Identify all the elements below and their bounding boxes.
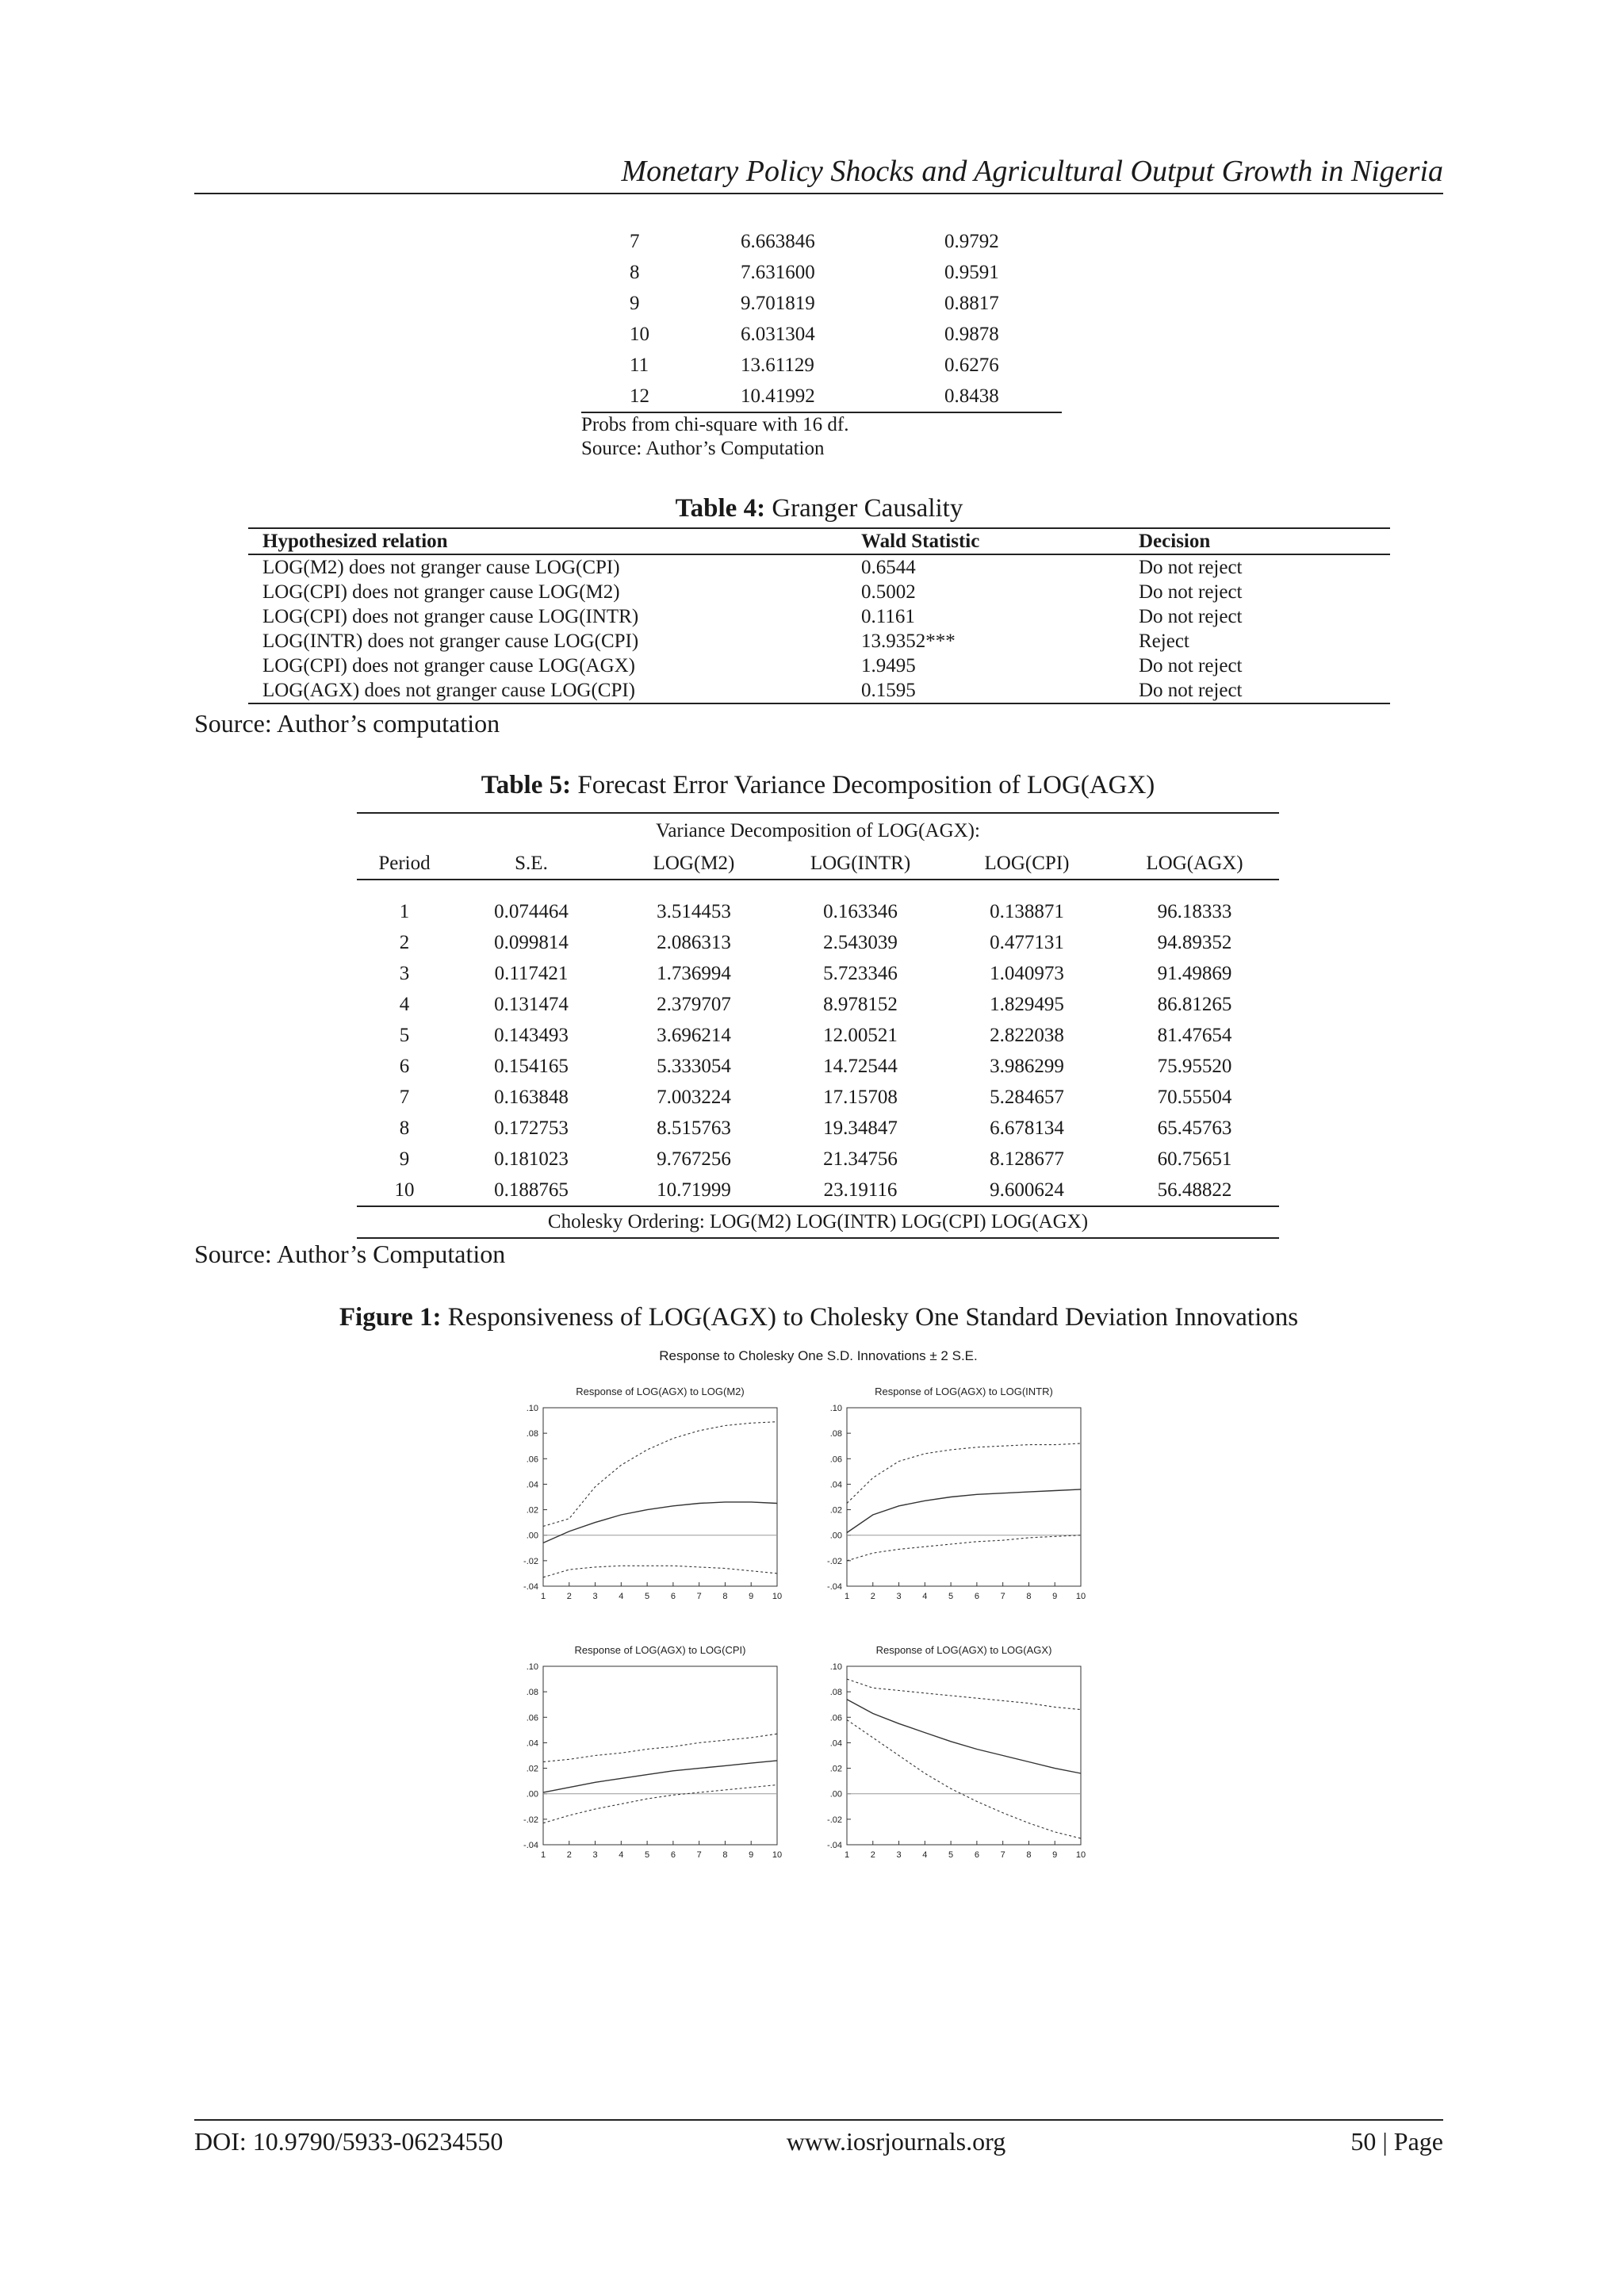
panel-title: Response of LOG(AGX) to LOG(AGX) <box>875 1644 1052 1656</box>
x-tick-label: 2 <box>566 1850 572 1860</box>
x-tick-label: 4 <box>619 1850 624 1860</box>
table-cell: 1.736994 <box>657 962 731 984</box>
table-cell: 2 <box>399 931 410 953</box>
y-tick-label: -.04 <box>523 1841 538 1850</box>
x-tick-label: 2 <box>566 1592 572 1601</box>
y-tick-label: .04 <box>829 1738 842 1749</box>
table-cell: 0.1161 <box>861 606 915 627</box>
column-header: LOG(AGX) <box>1110 849 1279 880</box>
irf-panel-agx <box>803 1636 1097 1870</box>
table-cell: 56.48822 <box>1110 1175 1279 1206</box>
x-tick-label: 3 <box>592 1850 598 1860</box>
y-tick-label: -.02 <box>827 1556 842 1566</box>
confidence-band-line <box>847 1535 1081 1561</box>
x-tick-label: 5 <box>948 1592 954 1601</box>
table-cell: 10.41992 <box>741 385 815 407</box>
x-tick-label: 4 <box>619 1592 624 1601</box>
y-tick-label: .00 <box>526 1789 538 1800</box>
table3-continued <box>587 226 1063 412</box>
table-cell: Do not reject <box>1139 581 1243 603</box>
x-tick-label: 8 <box>722 1592 728 1601</box>
table-cell: 91.49869 <box>1157 962 1232 984</box>
table3-note: Probs from chi-square with 16 df. <box>581 414 849 435</box>
irf-panel-intr <box>803 1378 1097 1612</box>
granger-causality-table <box>248 527 1390 704</box>
y-tick-label: -.04 <box>827 1841 842 1850</box>
y-tick-label: .08 <box>829 1429 842 1439</box>
table-cell: 10.71999 <box>611 1175 777 1206</box>
table-cell: 8.128677 <box>990 1148 1064 1170</box>
spacer-row <box>357 880 1279 896</box>
plot-frame <box>847 1408 1081 1586</box>
table-cell: 0.5002 <box>861 581 916 603</box>
figure-overall-title: Response to Cholesky One S.D. Innovations ± 2 S.E. <box>659 1348 978 1363</box>
table-cell: 8 <box>630 261 640 283</box>
x-tick-label: 10 <box>772 1850 783 1860</box>
table-cell: 1 <box>399 900 410 922</box>
table-cell: 75.95520 <box>1157 1055 1232 1077</box>
table-row <box>357 989 1279 1020</box>
table-cell: 86.81265 <box>1157 993 1232 1015</box>
table-cell: 0.8817 <box>944 292 999 314</box>
table-footer: Cholesky Ordering: LOG(M2) LOG(INTR) LOG(CPI) LOG(AGX) <box>357 1206 1279 1238</box>
table-row <box>357 1020 1279 1051</box>
table-cell: Do not reject <box>1139 557 1243 578</box>
table-row <box>357 1144 1279 1175</box>
table-cell: 0.117421 <box>494 962 569 984</box>
table4-label: Table 4: <box>675 494 766 523</box>
irf-chart-agx <box>803 1636 1097 1866</box>
table-cell: LOG(CPI) does not granger cause LOG(AGX) <box>262 655 636 677</box>
table-row <box>248 678 1390 703</box>
response-line <box>847 1700 1081 1773</box>
confidence-band-line <box>543 1566 777 1577</box>
table-row <box>248 554 1390 580</box>
y-tick-label: .02 <box>829 1764 842 1774</box>
y-tick-label: .02 <box>526 1505 538 1516</box>
table-row <box>248 629 1390 654</box>
table-cell: 10 <box>357 1175 452 1206</box>
x-tick-label: 8 <box>722 1850 728 1860</box>
table-cell: 8.978152 <box>823 993 898 1015</box>
plot-frame <box>543 1666 777 1845</box>
y-tick-label: -.04 <box>827 1582 842 1592</box>
table-cell: 0.9792 <box>944 230 999 252</box>
table-cell: 12 <box>630 385 649 407</box>
x-tick-label: 2 <box>870 1850 875 1860</box>
table-cell: 0.074464 <box>494 900 569 922</box>
x-tick-label: 9 <box>1052 1592 1058 1601</box>
table-row <box>357 1113 1279 1144</box>
table-cell: 3.514453 <box>657 900 731 922</box>
table-cell: 3 <box>399 962 410 984</box>
table-cell: 9 <box>399 1148 410 1170</box>
table-cell: LOG(INTR) does not granger cause LOG(CPI) <box>262 631 639 652</box>
table5-label: Table 5: <box>481 771 572 799</box>
y-tick-label: -.02 <box>827 1815 842 1825</box>
x-tick-label: 10 <box>1075 1592 1086 1601</box>
confidence-band-line <box>543 1785 777 1823</box>
x-tick-label: 9 <box>1052 1850 1058 1860</box>
table3-source: Source: Author’s Computation <box>581 438 825 459</box>
irf-chart-intr <box>803 1378 1097 1608</box>
y-tick-label: .02 <box>829 1505 842 1516</box>
confidence-band-line <box>847 1443 1081 1504</box>
x-tick-label: 6 <box>974 1850 979 1860</box>
y-tick-label: .06 <box>829 1713 842 1723</box>
x-tick-label: 6 <box>974 1592 979 1601</box>
table-row <box>357 958 1279 989</box>
response-line <box>543 1502 777 1543</box>
table-cell: 81.47654 <box>1157 1024 1232 1046</box>
table-cell: 6 <box>399 1055 410 1077</box>
panel-title: Response of LOG(AGX) to LOG(CPI) <box>574 1644 746 1656</box>
table-cell: 7 <box>630 230 640 252</box>
y-tick-label: .00 <box>829 1789 842 1800</box>
table-cell: 21.34756 <box>823 1148 898 1170</box>
table-cell: 0.163346 <box>823 900 898 922</box>
x-tick-label: 10 <box>772 1592 783 1601</box>
response-line <box>543 1761 777 1792</box>
plot-frame <box>543 1408 777 1586</box>
journal-website-link[interactable]: www.iosrjournals.org <box>786 2127 1006 2156</box>
table-row <box>587 319 1063 350</box>
table-cell: 0.188765 <box>452 1175 611 1206</box>
header-rule <box>194 193 1443 194</box>
plot-frame <box>847 1666 1081 1845</box>
y-tick-label: .06 <box>526 1455 538 1465</box>
column-header: LOG(INTR) <box>777 849 944 880</box>
table-cell: 4 <box>399 993 410 1015</box>
y-tick-label: .10 <box>829 1662 842 1672</box>
confidence-band-line <box>847 1679 1081 1710</box>
doi-text: DOI: 10.9790/5933-06234550 <box>194 2127 504 2156</box>
table-row <box>357 927 1279 958</box>
table4-title: Granger Causality <box>772 494 963 523</box>
table-row <box>587 288 1063 319</box>
panel-title: Response of LOG(AGX) to LOG(M2) <box>576 1386 745 1397</box>
irf-chart-cpi <box>500 1636 793 1866</box>
spacer <box>357 880 1279 896</box>
table-cell: 6.031304 <box>741 323 815 345</box>
table-row <box>357 896 1279 927</box>
response-line <box>847 1489 1081 1533</box>
y-tick-label: .10 <box>526 1404 538 1413</box>
x-tick-label: 6 <box>670 1850 676 1860</box>
y-tick-label: .10 <box>829 1404 842 1413</box>
table-cell: 10 <box>630 323 649 345</box>
x-tick-label: 4 <box>922 1850 928 1860</box>
x-tick-label: 8 <box>1026 1592 1032 1601</box>
y-tick-label: -.02 <box>523 1815 538 1825</box>
table-cell: 0.8438 <box>944 385 999 407</box>
footer-row <box>357 1206 1279 1238</box>
column-header: LOG(M2) <box>611 849 777 880</box>
table-row <box>248 580 1390 604</box>
table-cell: 13.9352*** <box>861 631 956 652</box>
table4-caption <box>248 493 1390 524</box>
column-header: LOG(CPI) <box>944 849 1110 880</box>
y-tick-label: .10 <box>526 1662 538 1672</box>
y-tick-label: .02 <box>526 1764 538 1774</box>
x-tick-label: 7 <box>1000 1592 1005 1601</box>
table-cell: 5.723346 <box>823 962 898 984</box>
x-tick-label: 7 <box>696 1850 702 1860</box>
x-tick-label: 8 <box>1026 1850 1032 1860</box>
table-cell: 9.701819 <box>741 292 815 314</box>
table-row <box>587 226 1063 257</box>
table-row <box>357 1051 1279 1082</box>
figure1-title: Responsiveness of LOG(AGX) to Cholesky One Standard Deviation Innovations <box>447 1303 1299 1332</box>
y-tick-label: .08 <box>526 1688 538 1698</box>
running-title: Monetary Policy Shocks and Agricultural Output Growth in Nigeria <box>621 155 1443 188</box>
figure1-caption <box>194 1301 1443 1333</box>
x-tick-label: 1 <box>540 1850 546 1860</box>
table-cell: 0.1595 <box>847 678 1124 703</box>
table-cell: 8 <box>399 1117 410 1139</box>
column-header: S.E. <box>452 849 611 880</box>
y-tick-label: .00 <box>526 1531 538 1541</box>
y-tick-label: -.02 <box>523 1556 538 1566</box>
figure1-label: Figure 1: <box>339 1303 442 1332</box>
table-cell: 6.663846 <box>741 230 815 252</box>
table-cell: 2.822038 <box>990 1024 1064 1046</box>
irf-chart-m2 <box>500 1378 793 1608</box>
table-cell: 0.163848 <box>494 1086 569 1108</box>
x-tick-label: 10 <box>1075 1850 1086 1860</box>
table-cell: LOG(AGX) does not granger cause LOG(CPI) <box>248 678 847 703</box>
table-cell: 5.284657 <box>990 1086 1064 1108</box>
x-tick-label: 3 <box>896 1850 902 1860</box>
table-cell: 12.00521 <box>823 1024 898 1046</box>
x-tick-label: 3 <box>896 1592 902 1601</box>
x-tick-label: 2 <box>870 1592 875 1601</box>
table5-caption <box>357 769 1279 801</box>
page-number: 50 | Page <box>1350 2127 1443 2156</box>
table-cell: 1.829495 <box>990 993 1064 1015</box>
table-cell: 0.6276 <box>944 354 999 376</box>
table-cell: 17.15708 <box>823 1086 898 1108</box>
table-cell: LOG(CPI) does not granger cause LOG(INTR) <box>262 606 639 627</box>
y-tick-label: .04 <box>526 1480 538 1490</box>
y-tick-label: .08 <box>526 1429 538 1439</box>
table-row <box>587 257 1063 288</box>
table-cell: 9.600624 <box>944 1175 1110 1206</box>
table-cell: 1.040973 <box>990 962 1064 984</box>
y-tick-label: .00 <box>829 1531 842 1541</box>
x-tick-label: 4 <box>922 1592 928 1601</box>
panel-title: Response of LOG(AGX) to LOG(INTR) <box>875 1386 1053 1397</box>
table-cell: 0.138871 <box>990 900 1064 922</box>
span-header-row <box>357 813 1279 849</box>
column-header: Wald Statistic <box>847 528 1124 554</box>
span-header: Variance Decomposition of LOG(AGX): <box>357 813 1279 849</box>
x-tick-label: 7 <box>1000 1850 1005 1860</box>
table-cell: 0.143493 <box>494 1024 569 1046</box>
table-cell: 7.631600 <box>741 261 815 283</box>
table-row <box>357 1082 1279 1113</box>
y-tick-label: .08 <box>829 1688 842 1698</box>
table4-source: Source: Author’s computation <box>194 709 500 738</box>
table-cell: 7 <box>399 1086 410 1108</box>
table-cell: 6.678134 <box>990 1117 1064 1139</box>
x-tick-label: 5 <box>645 1592 650 1601</box>
x-tick-label: 1 <box>844 1850 850 1860</box>
table-row <box>587 381 1063 412</box>
table-cell: 13.61129 <box>741 354 814 376</box>
table-cell: 8.515763 <box>657 1117 731 1139</box>
table-cell: 0.181023 <box>494 1148 569 1170</box>
table-cell: 1.9495 <box>861 655 916 677</box>
x-tick-label: 3 <box>592 1592 598 1601</box>
table-cell: 70.55504 <box>1157 1086 1232 1108</box>
irf-panel-cpi <box>500 1636 793 1870</box>
column-header: Decision <box>1124 528 1390 554</box>
x-tick-label: 6 <box>670 1592 676 1601</box>
table-cell: 0.099814 <box>494 931 569 953</box>
x-tick-label: 9 <box>749 1850 754 1860</box>
header-row <box>357 849 1279 880</box>
table-cell: 60.75651 <box>1157 1148 1232 1170</box>
x-tick-label: 1 <box>844 1592 850 1601</box>
table-row <box>357 1175 1279 1206</box>
table-cell: 23.19116 <box>777 1175 944 1206</box>
table-cell: Do not reject <box>1139 655 1243 677</box>
irf-panel-m2 <box>500 1378 793 1612</box>
footer-rule <box>194 2119 1443 2121</box>
table-cell: 3.696214 <box>657 1024 731 1046</box>
table-cell: 2.379707 <box>657 993 731 1015</box>
table5-title: Forecast Error Variance Decomposition of LOG(AGX) <box>577 771 1155 799</box>
table-cell: LOG(M2) does not granger cause LOG(CPI) <box>262 557 620 578</box>
x-tick-label: 5 <box>948 1850 954 1860</box>
confidence-band-line <box>847 1720 1081 1839</box>
table-cell: 0.131474 <box>494 993 569 1015</box>
table-row <box>248 604 1390 629</box>
table-cell: Do not reject <box>1124 678 1390 703</box>
table5-source: Source: Author’s Computation <box>194 1240 506 1268</box>
x-tick-label: 9 <box>749 1592 754 1601</box>
table-cell: 5 <box>399 1024 410 1046</box>
confidence-band-line <box>543 1734 777 1761</box>
table-cell: 0.9591 <box>944 261 999 283</box>
y-tick-label: .06 <box>829 1455 842 1465</box>
table-cell: 0.477131 <box>990 931 1064 953</box>
table-cell: Reject <box>1139 631 1189 652</box>
table-cell: 9 <box>630 292 640 314</box>
x-tick-label: 5 <box>645 1850 650 1860</box>
column-header: Hypothesized relation <box>248 528 847 554</box>
table-cell: 96.18333 <box>1157 900 1232 922</box>
table-cell: 2.086313 <box>657 931 731 953</box>
table-cell: LOG(CPI) does not granger cause LOG(M2) <box>262 581 620 603</box>
y-tick-label: -.04 <box>523 1582 538 1592</box>
table-cell: 2.543039 <box>823 931 898 953</box>
table-cell: 9.767256 <box>657 1148 731 1170</box>
table-row <box>587 350 1063 381</box>
y-tick-label: .04 <box>526 1738 538 1749</box>
table-row <box>248 654 1390 678</box>
table-cell: 11 <box>630 354 649 376</box>
table-cell: 7.003224 <box>657 1086 731 1108</box>
table-cell: 14.72544 <box>823 1055 898 1077</box>
table-cell: 0.9878 <box>944 323 999 345</box>
table-cell: 0.172753 <box>494 1117 569 1139</box>
table-cell: Do not reject <box>1139 606 1243 627</box>
table-cell: 19.34847 <box>823 1117 898 1139</box>
table-cell: 0.154165 <box>494 1055 569 1077</box>
x-tick-label: 1 <box>540 1592 546 1601</box>
table-cell: 3.986299 <box>990 1055 1064 1077</box>
variance-decomposition-table <box>357 812 1279 1239</box>
y-tick-label: .04 <box>829 1480 842 1490</box>
column-header: Period <box>357 849 452 880</box>
table-cell: 65.45763 <box>1157 1117 1232 1139</box>
table-cell: 94.89352 <box>1157 931 1232 953</box>
x-tick-label: 7 <box>696 1592 702 1601</box>
table-cell: 5.333054 <box>657 1055 731 1077</box>
y-tick-label: .06 <box>526 1713 538 1723</box>
confidence-band-line <box>543 1422 777 1527</box>
table-cell: 0.6544 <box>861 557 916 578</box>
